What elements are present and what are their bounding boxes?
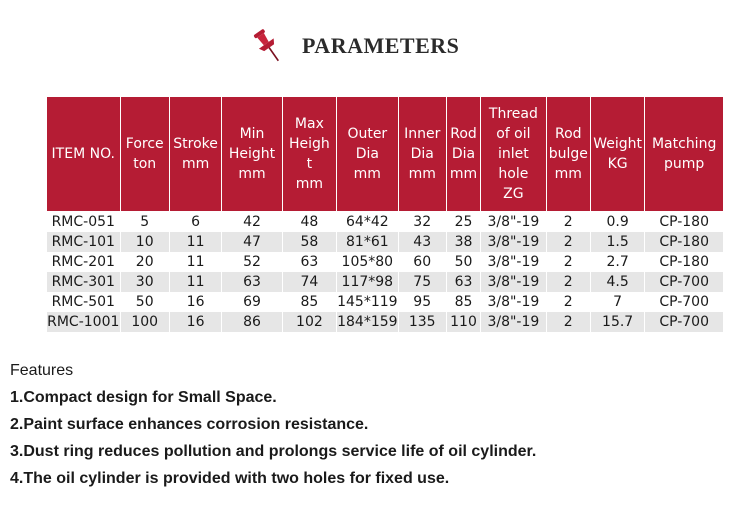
column-header: Min Height mm <box>222 97 282 212</box>
table-cell: RMC-501 <box>47 292 121 312</box>
features-title: Features <box>10 362 74 379</box>
table-cell: 6 <box>169 212 221 233</box>
table-cell: 30 <box>120 272 169 292</box>
table-cell: 3/8"-19 <box>481 312 546 332</box>
table-cell: 16 <box>169 312 221 332</box>
column-header: Stroke mm <box>169 97 221 212</box>
table-cell: 135 <box>398 312 446 332</box>
table-cell: CP-180 <box>645 212 724 233</box>
table-cell: 3/8"-19 <box>481 272 546 292</box>
table-cell: 25 <box>446 212 480 233</box>
table-cell: 110 <box>446 312 480 332</box>
table-cell: 32 <box>398 212 446 233</box>
table-cell: 102 <box>282 312 336 332</box>
table-cell: 3/8"-19 <box>481 232 546 252</box>
table-cell: 0.9 <box>590 212 644 233</box>
table-cell: 47 <box>222 232 282 252</box>
table-cell: 48 <box>282 212 336 233</box>
table-cell: RMC-201 <box>47 252 121 272</box>
table-cell: 16 <box>169 292 221 312</box>
table-cell: 3/8"-19 <box>481 292 546 312</box>
column-header: ITEM NO. <box>47 97 121 212</box>
table-row <box>47 272 724 292</box>
table-cell: 81*61 <box>337 232 398 252</box>
table-cell: 50 <box>446 252 480 272</box>
table-cell: 43 <box>398 232 446 252</box>
table-cell: CP-180 <box>645 232 724 252</box>
pushpin-icon <box>248 26 288 66</box>
page-title: PARAMETERS <box>302 33 460 58</box>
column-header: Force ton <box>120 97 169 212</box>
table-cell: 52 <box>222 252 282 272</box>
table-cell: 63 <box>222 272 282 292</box>
table-row <box>47 292 724 312</box>
table-cell: 10 <box>120 232 169 252</box>
column-header: Matching pump <box>645 97 724 212</box>
table-cell: 3/8"-19 <box>481 252 546 272</box>
table-cell: RMC-051 <box>47 212 121 233</box>
table-cell: 2 <box>546 312 590 332</box>
table-cell: 145*119 <box>337 294 398 310</box>
table-cell: 2 <box>546 232 590 252</box>
table-cell: 1.5 <box>590 232 644 252</box>
table-cell: 4.5 <box>590 272 644 292</box>
table-cell: 11 <box>169 272 221 292</box>
table-cell: 105*80 <box>337 252 398 272</box>
column-header: Thread of oil inlet hole ZG <box>481 97 546 212</box>
table-cell: 2 <box>546 292 590 312</box>
table-row <box>47 212 724 233</box>
table-cell: 3/8"-19 <box>481 212 546 233</box>
table-cell: 63 <box>282 252 336 272</box>
table-cell: 74 <box>282 272 336 292</box>
column-header: Weight KG <box>590 97 644 212</box>
column-header: Outer Dia mm <box>337 97 398 212</box>
table-cell: 85 <box>282 292 336 312</box>
table-cell: 2 <box>546 252 590 272</box>
table-cell: 42 <box>222 212 282 233</box>
table-cell: 50 <box>120 292 169 312</box>
table-cell: RMC-301 <box>47 272 121 292</box>
table-cell: 100 <box>120 312 169 332</box>
table-cell: 2 <box>546 212 590 233</box>
table-cell: 2 <box>546 272 590 292</box>
feature-item: 1.Compact design for Small Space. <box>10 389 277 406</box>
table-cell: 69 <box>222 292 282 312</box>
table-cell: 20 <box>120 252 169 272</box>
table-cell: 7 <box>590 292 644 312</box>
feature-item: 4.The oil cylinder is provided with two holes for fixed use. <box>10 470 450 487</box>
column-header: Rod Dia mm <box>446 97 480 212</box>
table-cell: 95 <box>398 292 446 312</box>
column-header: Rod bulge mm <box>546 97 590 212</box>
page-header <box>248 26 459 66</box>
table-cell: 5 <box>120 212 169 233</box>
table-cell: 117*98 <box>337 272 398 292</box>
table-row <box>47 232 724 252</box>
table-cell: CP-700 <box>645 312 724 332</box>
parameters-table <box>46 96 724 332</box>
table-cell: 86 <box>222 312 282 332</box>
table-cell: 11 <box>169 232 221 252</box>
table-cell: CP-180 <box>645 252 724 272</box>
table-cell: 85 <box>446 292 480 312</box>
table-cell: 60 <box>398 252 446 272</box>
table-row <box>47 252 724 272</box>
feature-item: 2.Paint surface enhances corrosion resistance. <box>10 416 369 433</box>
column-header: Inner Dia mm <box>398 97 446 212</box>
table-cell: CP-700 <box>645 272 724 292</box>
table-cell: 184*159 <box>337 314 398 330</box>
table-cell: 38 <box>446 232 480 252</box>
table-cell: 15.7 <box>590 312 644 332</box>
column-header: Max Heigh t mm <box>282 97 336 212</box>
table-cell: 75 <box>398 272 446 292</box>
table-cell: RMC-1001 <box>47 314 120 330</box>
table-row <box>47 312 724 332</box>
table-cell: RMC-101 <box>47 232 121 252</box>
table-cell: 11 <box>169 252 221 272</box>
table-cell: 2.7 <box>590 252 644 272</box>
table-header-row <box>47 97 724 212</box>
features-section <box>10 357 536 492</box>
table-cell: 63 <box>446 272 480 292</box>
feature-item: 3.Dust ring reduces pollution and prolongs service life of oil cylinder. <box>10 443 537 460</box>
table-cell: 58 <box>282 232 336 252</box>
table-cell: 64*42 <box>337 212 398 233</box>
table-cell: CP-700 <box>645 292 724 312</box>
